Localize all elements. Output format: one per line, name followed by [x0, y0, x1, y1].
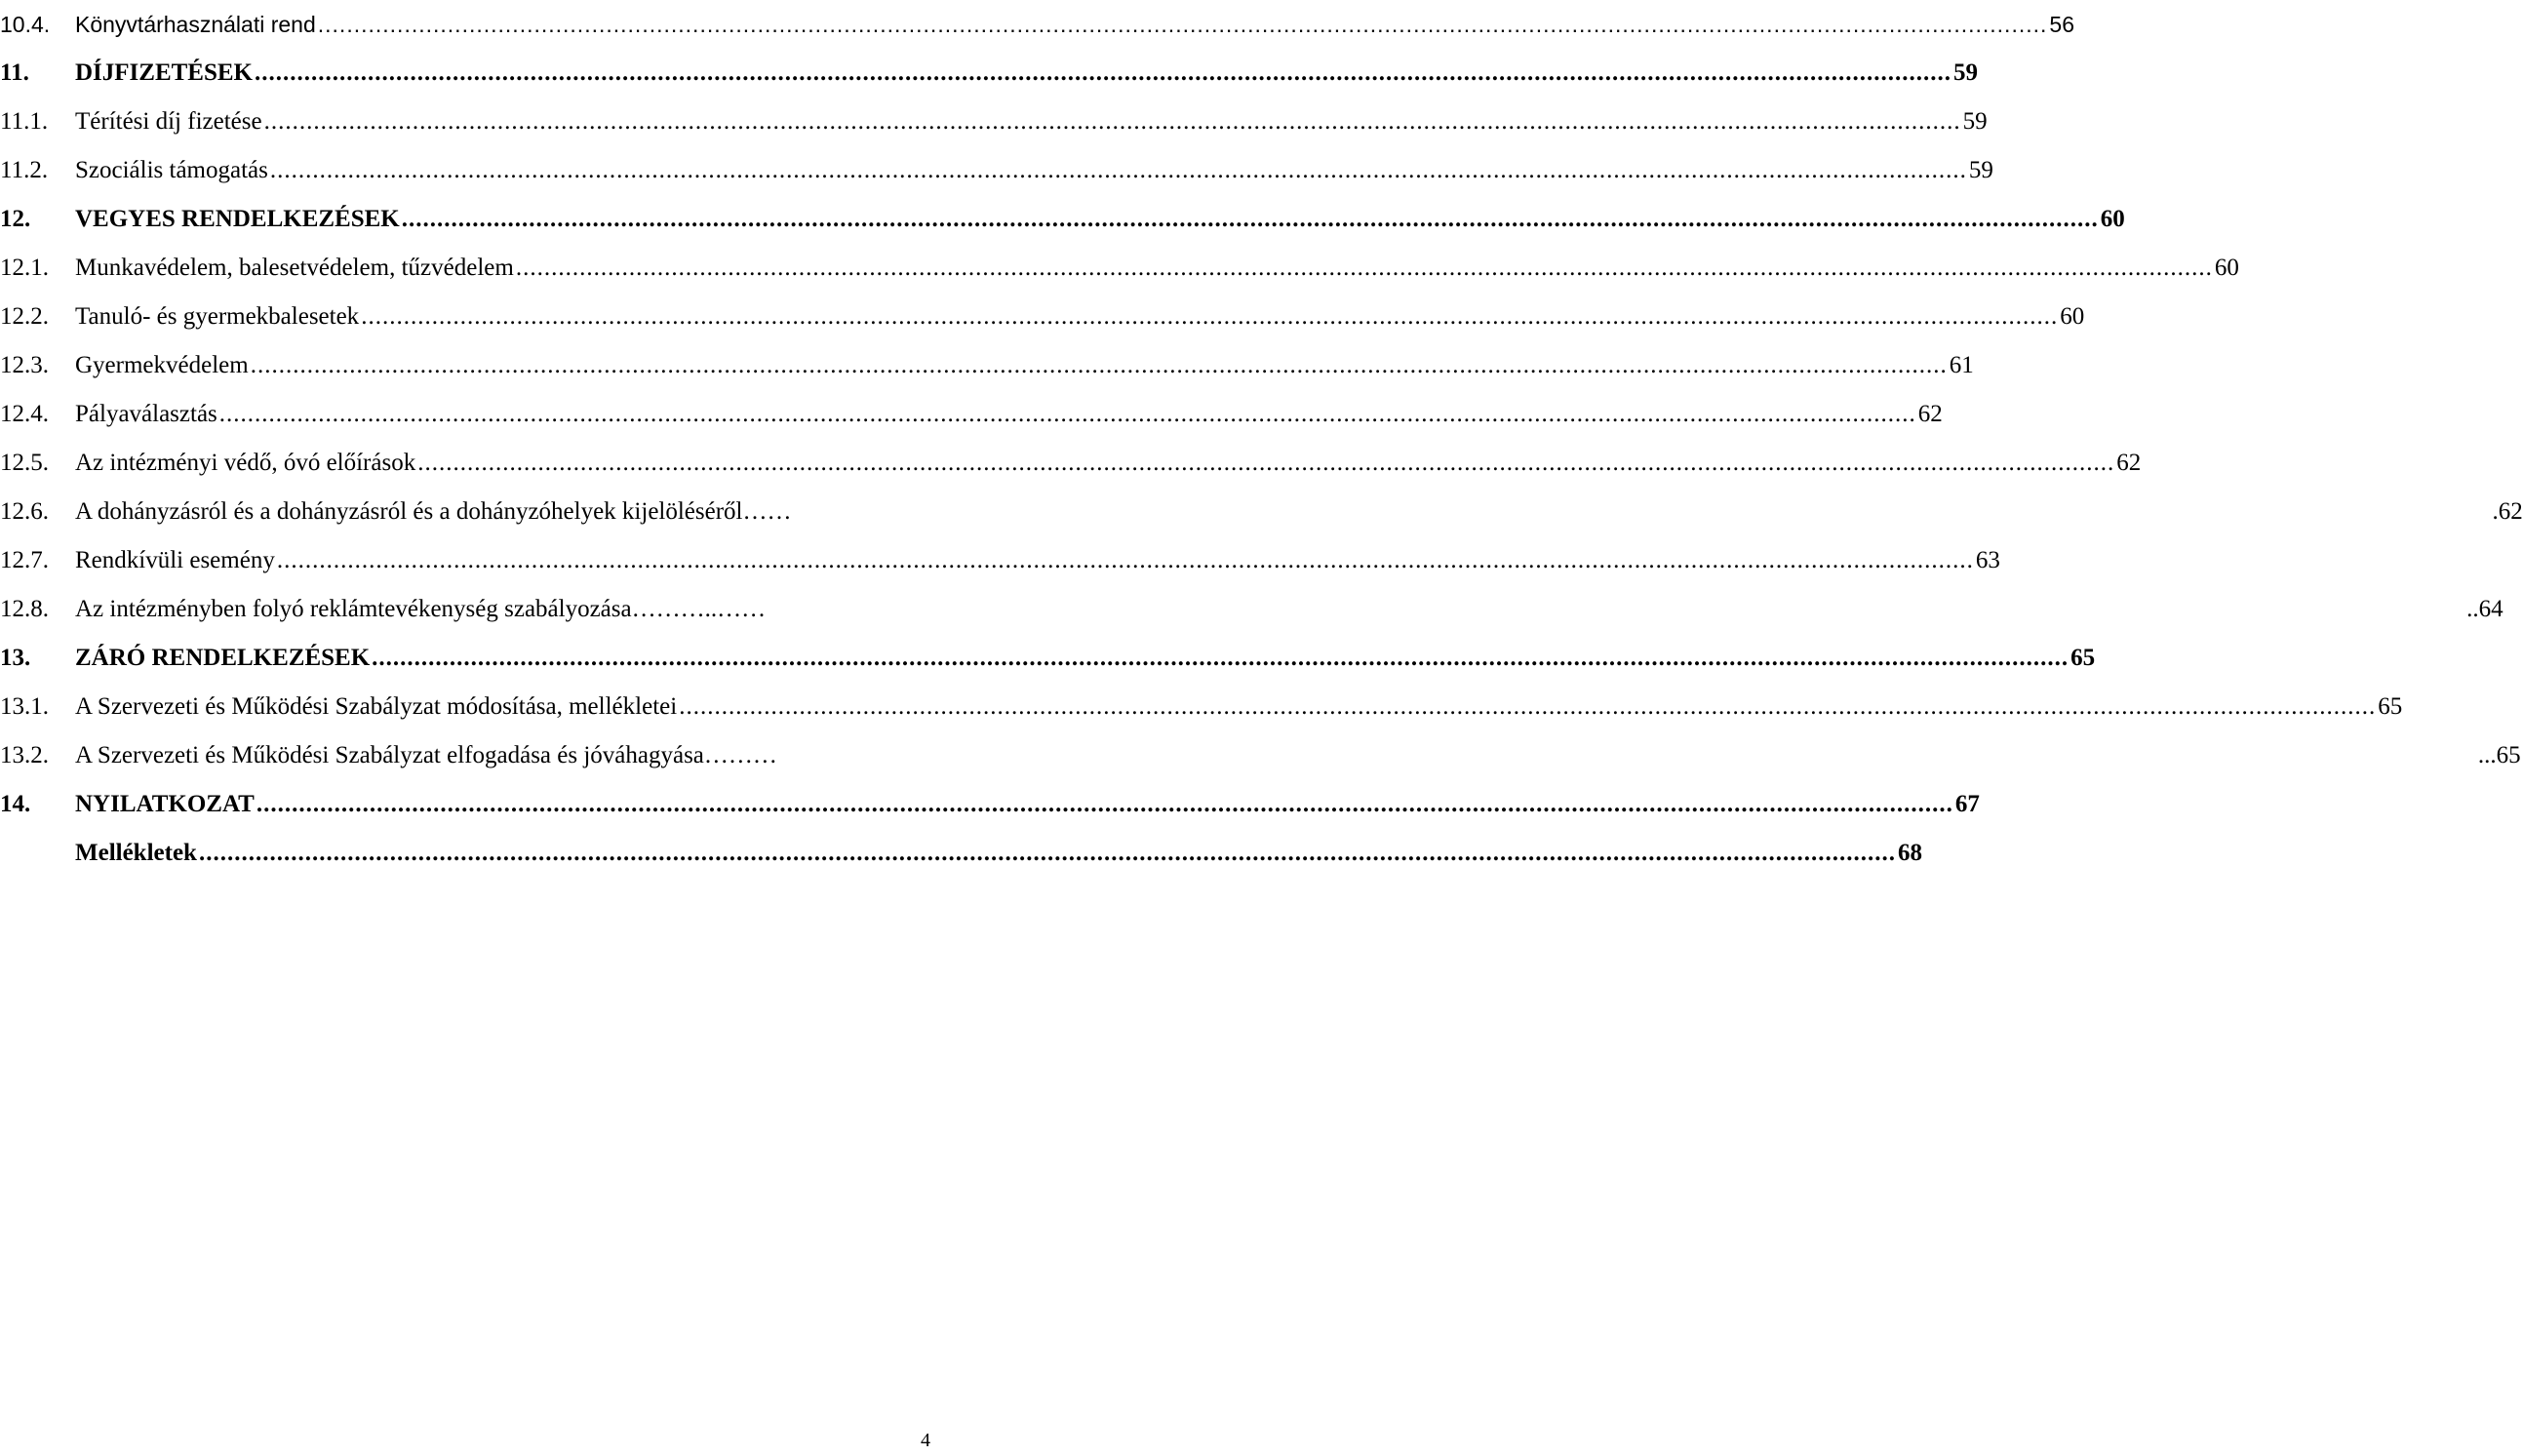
toc-dot-leader — [256, 790, 1953, 819]
toc-entry-title: Tanuló- és gyermekbalesetek — [75, 303, 360, 330]
toc-dot-leader — [255, 59, 1951, 88]
toc-entry-number: 12. — [0, 206, 31, 232]
toc-dot-leader — [277, 546, 1974, 575]
toc-entry-title: DÍJFIZETÉSEK — [75, 59, 254, 86]
toc-entry-number: 12.7. — [0, 547, 49, 573]
toc-entry-body — [75, 546, 2000, 575]
toc-entry-number: 12.8. — [0, 596, 49, 622]
toc-entry[interactable] — [0, 146, 1993, 195]
toc-entry-body — [75, 741, 2521, 770]
toc-entry-body — [75, 497, 2523, 527]
toc-entry-page: 61 — [1949, 352, 1974, 378]
toc-dot-leader — [417, 449, 2114, 478]
toc-entry-page: 67 — [1954, 791, 1980, 817]
toc-entry[interactable] — [0, 0, 2074, 49]
toc-entry-page: 68 — [1897, 840, 1922, 866]
toc-entry[interactable] — [0, 390, 1943, 439]
toc-entry-number: 12.5. — [0, 450, 49, 476]
toc-dot-leader — [199, 839, 1896, 868]
toc-entry-body — [75, 839, 1922, 868]
toc-entry[interactable] — [0, 683, 2403, 731]
toc-entry-title: A dohányzásról és a dohányzásról és a dohányzóhelyek kijelöléséről…… — [75, 498, 792, 525]
toc-entry[interactable] — [0, 293, 2085, 341]
toc-entry-page: 65 — [2070, 645, 2096, 671]
toc-entry-page: 60 — [2100, 206, 2125, 232]
toc-entry-title: A Szervezeti és Működési Szabályzat módosítása, mellékletei — [75, 693, 678, 720]
toc-entry-body — [75, 644, 2096, 673]
toc-entry-page: 65 — [2378, 693, 2403, 720]
toc-entry[interactable] — [0, 49, 1979, 98]
toc-entry-number: 12.2. — [0, 303, 49, 330]
toc-entry-number: 13. — [0, 645, 31, 671]
toc-entry[interactable] — [0, 829, 1922, 878]
toc-entry-title: ZÁRÓ RENDELKEZÉSEK — [75, 645, 371, 671]
toc-entry-number: 10.4. — [0, 12, 51, 37]
toc-dot-leader — [361, 302, 2058, 332]
toc-entry-body — [75, 790, 1980, 819]
toc-dot-leader — [402, 205, 2099, 234]
toc-entry-page: 59 — [1962, 108, 1988, 135]
toc-entry-title: VEGYES RENDELKEZÉSEK — [75, 206, 400, 232]
toc-entry[interactable] — [0, 439, 2142, 488]
toc-entry-body — [75, 449, 2142, 478]
toc-entry-title: A Szervezeti és Működési Szabályzat elfogadása és jóváhagyása……… — [75, 742, 777, 768]
toc-entry-title: Mellékletek — [75, 840, 197, 866]
toc-entry-page: ...65 — [2477, 742, 2521, 768]
toc-entry-title: Rendkívüli esemény — [75, 547, 275, 573]
toc-dot-leader — [516, 254, 2213, 283]
toc-entry[interactable] — [0, 634, 2096, 683]
toc-entry-number: 11. — [0, 59, 29, 86]
toc-entry-body — [75, 156, 1993, 185]
toc-dot-leader — [270, 156, 1967, 185]
toc-entry[interactable] — [0, 731, 2521, 780]
toc-entry-page: 63 — [1975, 547, 2000, 573]
toc-entry-page: 59 — [1953, 59, 1979, 86]
toc-entry-number: 12.3. — [0, 352, 49, 378]
toc-entry-body — [75, 254, 2239, 283]
toc-entry-page: 60 — [2214, 255, 2239, 281]
toc-entry[interactable] — [0, 488, 2523, 536]
toc-entry-body — [75, 692, 2403, 722]
toc-dot-leader — [264, 107, 1961, 137]
toc-entry[interactable] — [0, 98, 1988, 146]
toc-entry[interactable] — [0, 195, 2125, 244]
toc-entry-body — [75, 400, 1943, 429]
toc-entry-number: 13.1. — [0, 693, 49, 720]
toc-entry-title: Munkavédelem, balesetvédelem, tűzvédelem — [75, 255, 514, 281]
page-number: 4 — [921, 1430, 930, 1451]
toc-entry-number: 12.1. — [0, 255, 49, 281]
toc-entry-body — [75, 205, 2125, 234]
toc-entry-title: Térítési díj fizetése — [75, 108, 262, 135]
toc-entry[interactable] — [0, 341, 1974, 390]
toc-entry-title: Szociális támogatás — [75, 157, 268, 183]
toc-entry-page: 56 — [2049, 12, 2074, 37]
toc-entry[interactable] — [0, 585, 2503, 634]
toc-dot-leader — [318, 10, 2048, 39]
toc-entry-page: ..64 — [2466, 596, 2503, 622]
toc-entry-title: NYILATKOZAT — [75, 791, 255, 817]
toc-entry-body — [75, 107, 1988, 137]
toc-entry-body — [75, 351, 1974, 380]
toc-entry-title: Gyermekvédelem — [75, 352, 249, 378]
toc-entry-number: 13.2. — [0, 742, 49, 768]
toc-entry-number: 11.1. — [0, 108, 49, 135]
toc-entry-page: 59 — [1968, 157, 1993, 183]
toc-entry-title: Könyvtárhasználati rend — [75, 12, 316, 37]
toc-entry[interactable] — [0, 780, 1980, 829]
toc-dot-leader — [219, 400, 1916, 429]
toc-dot-leader — [679, 692, 2376, 722]
toc-entry-page: 62 — [1917, 401, 1943, 427]
toc-entry-title: Pályaválasztás — [75, 401, 217, 427]
toc-entry-number: 12.4. — [0, 401, 49, 427]
toc-entry-title: Az intézményben folyó reklámtevékenység szabályozása………..…… — [75, 596, 767, 622]
toc-entry-body — [75, 59, 1979, 88]
toc-dot-leader — [251, 351, 1948, 380]
toc-entry[interactable] — [0, 536, 2000, 585]
toc-entry-number: 11.2. — [0, 157, 49, 183]
toc-entry-body — [75, 10, 2074, 39]
toc-dot-leader — [372, 644, 2069, 673]
toc-entry-title: Az intézményi védő, óvó előírások — [75, 450, 416, 476]
toc-entry-number: 12.6. — [0, 498, 49, 525]
toc-entry-page: 60 — [2060, 303, 2085, 330]
toc-entry-page: 62 — [2116, 450, 2142, 476]
toc-entry-page: .62 — [2492, 498, 2523, 525]
toc-entry-body — [75, 595, 2503, 624]
toc-entry-body — [75, 302, 2085, 332]
toc-entry-number: 14. — [0, 791, 31, 817]
toc-entry[interactable] — [0, 244, 2239, 293]
